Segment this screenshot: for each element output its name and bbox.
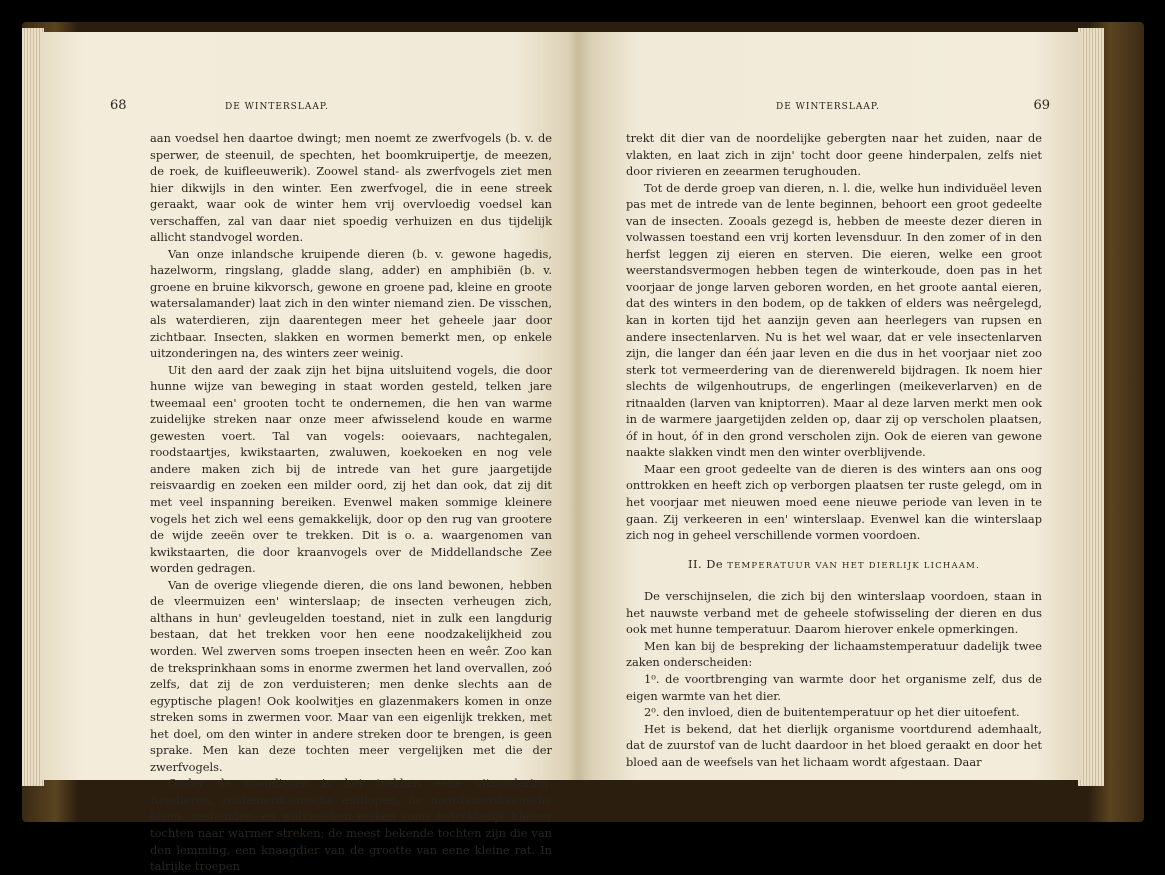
enumerated-item: 2⁰. den invloed, dien de buitentemperatuur op het dier uitoefent. — [644, 705, 1020, 720]
paragraph: Het is bekend, dat het dierlijk organisme voortdurend ademhaalt, dat de zuurstof van de lucht daardoor in het bloed geraakt en door het bloed aan de weefsels van het lichaam wordt afgestaan. Daar — [626, 721, 1042, 769]
paragraph: Maar een groot gedeelte van de dieren is des winters aan ons oog onttrokken en heeft zich op verborgen plaatsen ter ruste gelegd, om in het voorjaar met nieuwen moed eene nieuwe periode van leven in te gaan. Zij verkeeren in een' winterslaap. Evenwel kan die winterslaap zich nog in geheel verschillende vormen voordoen. — [626, 461, 1042, 543]
paragraph: Tot de derde groep van dieren, n. l. die, welke hun individuëel leven pas met de intrede van de lente beginnen, behoort een groot gedeelte van de insecten. Zooals gezegd is, hebben de meeste dezer dieren in volwassen toestand een vrij korten levensduur. In den zomer of in den herfst leggen zij eieren en sterven. Die eieren, welke een groot weerstandsvermogen hebben tegen de winterkoude, doen pas in het voorjaar de jonge larven geboren worden, en het groote aantal eieren, dat des winters in den bodem, op de takken of elders was neêrgelegd, kan in korten tijd het aanzijn geven aan heerlegers van rupsen en andere insectenlarven. Nu is het wel waar, dat er vele insectenlarven zijn, die langer dan één jaar leven en die dus in het voorjaar niet zoo sterk tot vermeerdering van de dierenwereld bijdragen. Ik noem hier slechts de wilgenhoutrups, de engerlingen (meikeverlarven) en de ritnaalden (larven van kniptorren). Maar al deze larven merkt men ook in de warmere jaargetijden zelden op, daar zij op verscholen plaatsen, óf in hout, óf in den grond verscholen zijn. Ook de eieren van gewone naakte slakken vindt men den winter overblijvende. — [626, 180, 1042, 460]
right-page — [578, 32, 1082, 780]
running-head-title-left: DE WINTERSLAAP. — [225, 102, 329, 112]
paragraph: Men kan bij de bespreking der lichaamstemperatuur dadelijk twee zaken onderscheiden: — [626, 638, 1042, 670]
paragraph: De verschijnselen, die zich bij den winterslaap voordoen, staan in het nauwste verband met de geheele stofwisseling der dieren en dus ook met hunne temperatuur. Daarom hierover enkele opmerkingen. — [626, 589, 1042, 637]
paragraph: Van onze inlandsche kruipende dieren (b. v. gewone hagedis, hazelworm, ringslang, gladde slang, adder) en amphibiën (b. v. groene en bruine kikvorsch, gewone en groene pad, kleine en groote watersalamander) laat zich in den winter niemand zien. De visschen, als waterdieren, zijn daarentegen meer het geheele jaar door zichtbaar. Insecten, slakken en wormen bemerkt men, op enkele uitzonderingen na, des winters zeer weinig. — [150, 246, 552, 361]
running-head-title-right: DE WINTERSLAAP. — [776, 102, 880, 112]
left-body-text — [150, 130, 552, 875]
paragraph: trekt dit dier van de noordelijke gebergten naar het zuiden, naar de vlakten, en laat zich in zijn' tocht door geene hinderpalen, zelfs niet door rivieren en zeearmen terughouden. — [626, 131, 1042, 179]
section-number: II. — [688, 556, 703, 571]
paragraph: Onder de zoogdieren is het trekken eene uitzondering. Rendieren, zuidamerikaansche antilopen, de noordamerikaansche bison, zeehonden, en walvisschen maken soms betrekkelijk kleiner tochten naar warmer streken; de meest bekende tochten zijn die van den lemming, een knaagdier van de grootte van eene kleine rat. In talrijke troepen — [150, 776, 552, 874]
section-title: TEMPERATUUR VAN HET DIERLIJK LICHAAM. — [727, 560, 980, 571]
right-body-text — [626, 130, 1042, 770]
section-title-initial: De — [706, 556, 724, 571]
left-page — [40, 32, 578, 874]
section-heading — [626, 556, 1042, 575]
left-running-head — [110, 98, 552, 122]
right-running-head — [626, 98, 1050, 122]
page-number-right: 69 — [1033, 98, 1050, 113]
paragraph: aan voedsel hen daartoe dwingt; men noemt ze zwerfvogels (b. v. de sperwer, de steenuil, de spechten, het boomkruipertje, de meezen, de roek, de kuifleeuwerik). Zoowel stand- als zwerfvogels ziet men hier dikwijls in den winter. Een zwerfvogel, die in eene streek geraakt, waar ook de winter hem vrij overvloedig voedsel kan verschaffen, zal van daar niet spoedig verhuizen en dus tijdelijk allicht standvogel worden. — [150, 131, 552, 245]
enumerated-item: 1⁰. de voortbrenging van warmte door het organisme zelf, dus de eigen warmte van het dier. — [626, 671, 1042, 703]
paragraph: Uit den aard der zaak zijn het bijna uitsluitend vogels, die door hunne wijze van beweging in staat worden gesteld, telken jare tweemaal een' grooten tocht te ondernemen, die hen van warme zuidelijke streken naar onze meer afwisselend koude en warme gewesten voert. Tal van vogels: ooievaars, nachtegalen, roodstaartjes, kwikstaarten, zwaluwen, koekoeken en nog vele andere maken zich bij de intrede van het gure jaargetijde reisvaardig en zoeken een milder oord, zij het dan ook, dat zij dit met veel inspanning bereiken. Evenwel maken sommige kleinere vogels het zich wel eens gemakkelijk, door op den rug van grootere de wijde zeeën over te trekken. Dit is o. a. waargenomen van kwikstaarten, die door kraanvogels over de Middellandsche Zee worden gedragen. — [150, 362, 552, 576]
paragraph: Van de overige vliegende dieren, die ons land bewonen, hebben de vleermuizen een' winterslaap; de insecten verheugen zich, althans in hun' gevleugelden toestand, niet in zulk een langdurig bestaan, dat het trekken voor hen eene noodzakelijkheid zou worden. Wel zwerven soms troepen insecten heen en weêr. Zoo kan de treksprinkhaan soms in enorme zwermen het land overvallen, zoó zelfs, dat zij de zon verduisteren; men denke slechts aan de egyptische plagen! Ook koolwitjes en glazenmakers komen in onze streken soms in zwermen voor. Maar van een eigenlijk trekken, met het doel, om den winter in andere streken door te brengen, is geen sprake. Men kan deze tochten meer vergelijken met die der zwerfvogels. — [150, 577, 552, 774]
page-number-left: 68 — [110, 98, 127, 113]
